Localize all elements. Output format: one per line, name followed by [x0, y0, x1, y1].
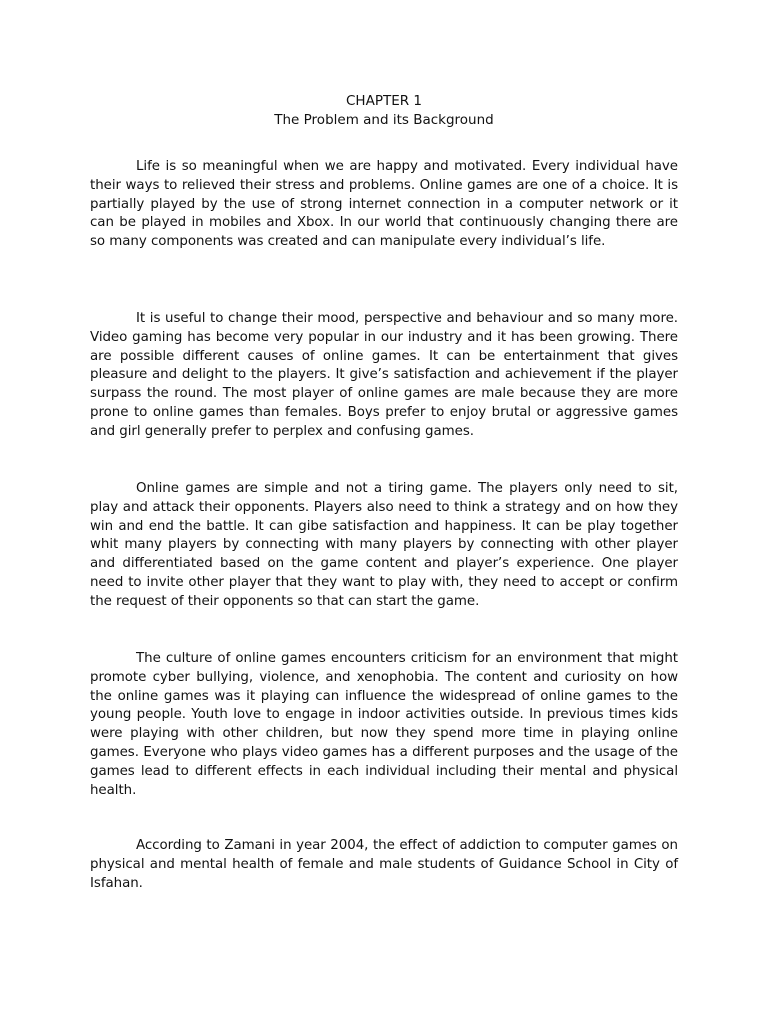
- chapter-title: The Problem and its Background: [274, 112, 494, 128]
- paragraph-2: It is useful to change their mood, perspective and behaviour and so many more. Video gaming has become very popular in our industry and it has been growing. There are possible different causes of online games. It can be entertainment that gives pleasure and delight to the players. It give’s satisfaction and achievement if the player surpass the round. The most player of online games are male because they are more prone to online games than females. Boys prefer to enjoy brutal or aggressive games and girl generally prefer to perplex and confusing games.: [90, 311, 678, 439]
- paragraph-5: According to Zamani in year 2004, the effect of addiction to computer games on physical and mental health of female and male students of Guidance School in City of Isfahan.: [90, 838, 678, 891]
- paragraph-3: Online games are simple and not a tiring game. The players only need to sit, play and attack their opponents. Players also need to think a strategy and on how they win and end the battle. It can gibe satisfaction and happiness. It can be play together whit many players by connecting with many players by connecting with other player and differentiated based on the game content and player’s experience. One player need to invite other player that they want to play with, they need to accept or confirm the request of their opponents so that can start the game.: [90, 481, 678, 609]
- paragraph-4: The culture of online games encounters criticism for an environment that might promote cyber bullying, violence, and xenophobia. The content and curiosity on how the online games was it playing can influence the widespread of online games to the young people. Youth love to engage in indoor activities outside. In previous times kids were playing with other children, but now they spend more time in playing online games. Everyone who plays video games has a different purposes and the usage of the games lead to different effects in each individual including their mental and physical health.: [90, 651, 678, 798]
- chapter-label: CHAPTER 1: [346, 93, 422, 109]
- paragraph-1: Life is so meaningful when we are happy and motivated. Every individual have their ways to relieved their stress and problems. Online games are one of a choice. It is partially played by the use of strong internet connection in a computer network or it can be played in mobiles and Xbox. In our world that continuously changing there are so many components was created and can manipulate every individual’s life.: [90, 159, 678, 250]
